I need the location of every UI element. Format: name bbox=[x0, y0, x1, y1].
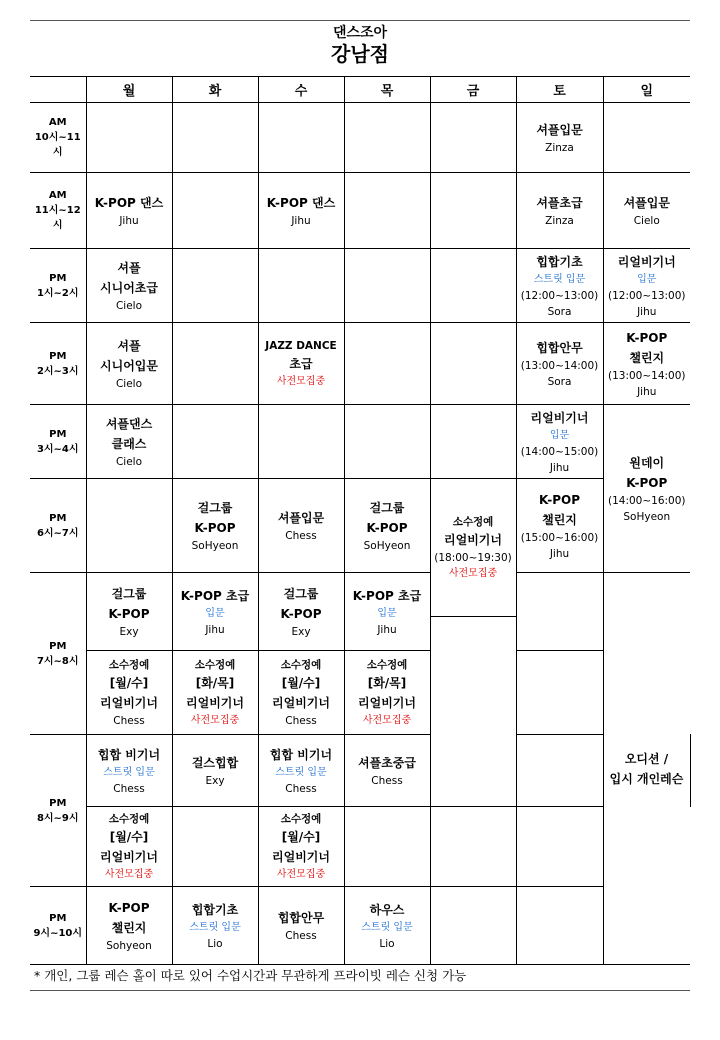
cell-text: 소수정예 bbox=[280, 812, 322, 825]
empty-cell bbox=[172, 103, 258, 173]
row-15 bbox=[30, 405, 690, 479]
empty-cell bbox=[172, 405, 258, 479]
day-fri: 금 bbox=[430, 77, 516, 103]
row-11 bbox=[30, 173, 690, 249]
day-sat: 토 bbox=[516, 77, 603, 103]
class-cell bbox=[603, 573, 690, 965]
cell-text: 소수정예 bbox=[452, 515, 494, 528]
class-cell bbox=[516, 479, 603, 573]
class-cell bbox=[603, 323, 690, 405]
cell-text: 리얼비기너 bbox=[617, 254, 676, 269]
cell-text: 입시 개인레슨 bbox=[609, 771, 684, 786]
class-cell bbox=[258, 323, 344, 405]
class-cell bbox=[258, 651, 344, 735]
class-cell bbox=[344, 651, 430, 735]
footer-note: * 개인, 그룹 레슨 홀이 따로 있어 수업시간과 무관하게 프라이빗 레슨 신청 가능 bbox=[34, 968, 467, 983]
cell-text: Sohyeon bbox=[106, 939, 152, 952]
cell-text: 사전모집중 bbox=[276, 868, 326, 880]
empty-cell bbox=[86, 103, 172, 173]
row-10 bbox=[30, 103, 690, 173]
class-cell bbox=[516, 405, 603, 479]
cell-text: 챌린지 bbox=[542, 512, 577, 527]
cell-text: Lio bbox=[207, 937, 223, 950]
cell-text: [월/수] bbox=[109, 675, 149, 690]
cell-text: 리얼비기너 bbox=[358, 695, 416, 710]
empty-cell bbox=[516, 573, 603, 651]
cell-text: 클래스 bbox=[111, 436, 147, 451]
row-18 bbox=[30, 479, 690, 573]
class-cell bbox=[172, 479, 258, 573]
cell-text: 10시~11시 bbox=[34, 132, 81, 158]
cell-text: 9시~10시 bbox=[33, 927, 83, 939]
cell-text: (14:00~16:00) bbox=[607, 494, 686, 507]
cell-text: PM bbox=[49, 640, 67, 652]
cell-text: K-POP 댄스 bbox=[266, 195, 336, 210]
cell-text: AM bbox=[48, 190, 67, 201]
cell-text: Jihu bbox=[377, 623, 397, 636]
cell-text: 사전모집중 bbox=[448, 567, 498, 579]
empty-cell bbox=[172, 173, 258, 249]
cell-text: [화/목] bbox=[195, 675, 235, 690]
time-slot bbox=[30, 735, 86, 887]
cell-text: Exy bbox=[205, 774, 225, 787]
cell-text: JAZZ DANCE bbox=[265, 339, 337, 352]
class-cell bbox=[258, 479, 344, 573]
class-cell bbox=[603, 173, 690, 249]
cell-text: 2시~3시 bbox=[36, 365, 79, 377]
class-cell bbox=[516, 173, 603, 249]
cell-text: K-POP 초급 bbox=[180, 588, 250, 603]
cell-text: Chess bbox=[285, 714, 317, 727]
empty-cell bbox=[430, 249, 516, 323]
empty-cell bbox=[430, 173, 516, 249]
cell-text: Chess bbox=[285, 782, 317, 795]
cell-text: 스트릿 입문 bbox=[533, 273, 586, 285]
empty-cell bbox=[258, 405, 344, 479]
bottom-rule bbox=[30, 990, 690, 991]
cell-text: (15:00~16:00) bbox=[520, 531, 599, 544]
cell-text: Chess bbox=[285, 929, 317, 942]
row-20a bbox=[30, 735, 690, 807]
cell-text: 리얼비기너 bbox=[100, 849, 158, 864]
cell-text: 사전모집중 bbox=[190, 714, 240, 726]
cell-text: Sora bbox=[547, 305, 572, 318]
time-slot bbox=[30, 323, 86, 405]
cell-text: SoHyeon bbox=[363, 539, 411, 552]
time-slot bbox=[30, 173, 86, 249]
cell-text: Chess bbox=[285, 529, 317, 542]
cell-text: Exy bbox=[119, 625, 139, 638]
brand-name: 댄스조아 bbox=[332, 25, 388, 41]
cell-text: PM bbox=[49, 350, 67, 362]
cell-text: AM bbox=[48, 117, 67, 128]
cell-text: 걸그룹 bbox=[197, 500, 233, 515]
cell-text: 리얼비기너 bbox=[530, 410, 589, 425]
cell-text: (13:00~14:00) bbox=[607, 369, 686, 382]
day-sun: 일 bbox=[603, 77, 690, 103]
cell-text: 스트릿 입문 bbox=[275, 766, 327, 778]
class-cell bbox=[86, 323, 172, 405]
class-cell bbox=[86, 887, 172, 965]
top-rule bbox=[30, 20, 690, 21]
cell-text: Lio bbox=[379, 937, 395, 950]
cell-text: 입문 bbox=[637, 273, 657, 285]
class-cell bbox=[603, 249, 690, 323]
cell-text: (12:00~13:00) bbox=[607, 289, 686, 302]
cell-text: K-POP bbox=[280, 606, 322, 621]
class-cell bbox=[86, 173, 172, 249]
cell-text: 입문 bbox=[377, 607, 397, 619]
schedule-table bbox=[30, 76, 691, 965]
time-slot bbox=[30, 479, 86, 573]
cell-text: (13:00~14:00) bbox=[520, 359, 599, 372]
empty-cell bbox=[430, 103, 516, 173]
cell-text: K-POP bbox=[194, 520, 236, 535]
class-cell bbox=[344, 573, 430, 651]
time-slot bbox=[30, 103, 86, 173]
empty-cell bbox=[258, 249, 344, 323]
empty-cell bbox=[344, 807, 430, 887]
cell-text: Chess bbox=[113, 714, 145, 727]
row-13 bbox=[30, 249, 690, 323]
class-cell bbox=[172, 887, 258, 965]
cell-text: Jihu bbox=[119, 214, 139, 227]
class-cell bbox=[172, 651, 258, 735]
cell-text: PM bbox=[49, 797, 67, 809]
cell-text: 리얼비기너 bbox=[272, 849, 330, 864]
cell-text: K-POP bbox=[108, 900, 150, 915]
cell-text: PM bbox=[49, 912, 67, 924]
class-cell bbox=[86, 807, 172, 887]
empty-cell bbox=[516, 651, 603, 735]
cell-text: 챌린지 bbox=[111, 920, 147, 935]
cell-text: K-POP 초급 bbox=[352, 588, 422, 603]
row-14 bbox=[30, 323, 690, 405]
cell-text: 리얼비기너 bbox=[272, 695, 330, 710]
class-cell bbox=[603, 405, 690, 573]
cell-text: 챌린지 bbox=[629, 350, 665, 365]
cell-text: 리얼비기너 bbox=[186, 695, 244, 710]
cell-text: K-POP bbox=[366, 520, 408, 535]
row-19b bbox=[30, 651, 690, 735]
class-cell bbox=[86, 249, 172, 323]
class-cell bbox=[86, 573, 172, 651]
cell-text: Zinza bbox=[545, 141, 574, 154]
class-cell bbox=[86, 735, 172, 807]
class-cell bbox=[516, 323, 603, 405]
cell-text: 걸그룹 bbox=[283, 586, 319, 601]
class-cell bbox=[172, 573, 258, 651]
cell-text: 초급 bbox=[289, 356, 313, 371]
empty-cell bbox=[258, 103, 344, 173]
empty-cell bbox=[430, 617, 516, 807]
cell-text: Zinza bbox=[545, 214, 574, 227]
cell-text: 셔플 bbox=[117, 338, 141, 353]
cell-text: Cielo bbox=[115, 299, 143, 312]
cell-text: PM bbox=[49, 428, 67, 440]
cell-text: 사전모집중 bbox=[104, 868, 154, 880]
cell-text: 걸스힙합 bbox=[191, 755, 239, 770]
empty-cell bbox=[344, 173, 430, 249]
cell-text: [월/수] bbox=[281, 675, 321, 690]
cell-text: 걸그룹 bbox=[369, 500, 405, 515]
cell-text: 소수정예 bbox=[280, 658, 322, 671]
class-cell bbox=[344, 479, 430, 573]
class-cell bbox=[172, 735, 258, 807]
cell-text: Chess bbox=[113, 782, 145, 795]
cell-text: K-POP bbox=[538, 492, 581, 507]
cell-text: [월/수] bbox=[281, 829, 321, 844]
cell-text: [월/수] bbox=[109, 829, 149, 844]
cell-text: 힙합 비기너 bbox=[269, 747, 333, 762]
cell-text: K-POP bbox=[626, 475, 668, 490]
row-20b bbox=[30, 807, 690, 887]
empty-cell bbox=[516, 887, 603, 965]
cell-text: 입문 bbox=[205, 607, 225, 619]
cell-text: K-POP 댄스 bbox=[94, 195, 164, 210]
empty-cell bbox=[430, 807, 516, 887]
cell-text: 11시~12시 bbox=[34, 205, 81, 231]
cell-text: 셔플초중급 bbox=[358, 755, 416, 770]
corner-cell bbox=[30, 77, 86, 103]
empty-cell bbox=[344, 405, 430, 479]
class-cell bbox=[516, 103, 603, 173]
cell-text: 셔플입문 bbox=[623, 195, 670, 210]
cell-text: 시니어입문 bbox=[100, 358, 158, 373]
class-cell bbox=[86, 651, 172, 735]
cell-text: 리얼비기너 bbox=[100, 695, 158, 710]
time-slot bbox=[30, 405, 86, 479]
class-cell bbox=[258, 887, 344, 965]
cell-text: 힙합안무 bbox=[536, 340, 583, 355]
day-tue: 화 bbox=[172, 77, 258, 103]
class-cell bbox=[430, 479, 516, 617]
cell-text: Chess bbox=[371, 774, 403, 787]
day-header-row bbox=[30, 77, 690, 103]
cell-text: 스트릿 입문 bbox=[103, 766, 155, 778]
time-slot bbox=[30, 887, 86, 965]
cell-text: 셔플댄스 bbox=[105, 416, 153, 431]
cell-text: (14:00~15:00) bbox=[520, 445, 599, 458]
time-slot bbox=[30, 249, 86, 323]
cell-text: PM bbox=[49, 272, 67, 284]
cell-text: Cielo bbox=[115, 377, 143, 390]
cell-text: 소수정예 bbox=[366, 658, 408, 671]
empty-cell bbox=[344, 323, 430, 405]
day-mon: 월 bbox=[86, 77, 172, 103]
cell-text: 셔플 bbox=[117, 260, 141, 275]
cell-text: Jihu bbox=[205, 623, 225, 636]
cell-text: PM bbox=[49, 512, 67, 524]
cell-text: 셔플입문 bbox=[277, 510, 325, 525]
day-wed: 수 bbox=[258, 77, 344, 103]
cell-text: 힙합안무 bbox=[277, 910, 325, 925]
empty-cell bbox=[430, 323, 516, 405]
class-cell bbox=[258, 173, 344, 249]
class-cell bbox=[258, 807, 344, 887]
cell-text: 리얼비기너 bbox=[444, 532, 502, 547]
empty-cell bbox=[603, 103, 690, 173]
empty-cell bbox=[430, 887, 516, 965]
cell-text: 사전모집중 bbox=[276, 375, 326, 387]
page-title bbox=[0, 24, 720, 66]
cell-text: SoHyeon bbox=[623, 510, 671, 523]
class-cell bbox=[258, 735, 344, 807]
cell-text: 6시~7시 bbox=[36, 527, 79, 539]
cell-text: 오디션 / bbox=[624, 751, 669, 766]
cell-text: 1시~2시 bbox=[36, 287, 79, 299]
cell-text: 시니어초급 bbox=[100, 280, 158, 295]
cell-text: 힙합 비기너 bbox=[97, 747, 161, 762]
cell-text: 사전모집중 bbox=[362, 714, 412, 726]
day-thu: 목 bbox=[344, 77, 430, 103]
cell-text: 입문 bbox=[549, 429, 570, 441]
cell-text: 원데이 bbox=[629, 455, 665, 470]
empty-cell bbox=[172, 323, 258, 405]
cell-text: 소수정예 bbox=[108, 812, 150, 825]
class-cell bbox=[516, 249, 603, 323]
cell-text: (18:00~19:30) bbox=[434, 551, 512, 564]
cell-text: Sora bbox=[547, 375, 572, 388]
cell-text: 셔플입문 bbox=[536, 122, 583, 137]
cell-text: [화/목] bbox=[367, 675, 407, 690]
cell-text: Cielo bbox=[115, 455, 143, 468]
cell-text: SoHyeon bbox=[191, 539, 239, 552]
cell-text: 소수정예 bbox=[108, 658, 150, 671]
branch-name: 강남점 bbox=[331, 42, 389, 66]
row-21 bbox=[30, 887, 690, 965]
cell-text: Jihu bbox=[291, 214, 311, 227]
cell-text: K-POP bbox=[108, 606, 150, 621]
cell-text: Exy bbox=[291, 625, 311, 638]
class-cell bbox=[86, 405, 172, 479]
time-slot bbox=[30, 573, 86, 735]
cell-text: Jihu bbox=[637, 305, 657, 318]
cell-text: 하우스 bbox=[369, 902, 405, 917]
cell-text: 힙합기초 bbox=[191, 902, 239, 917]
empty-cell bbox=[172, 807, 258, 887]
empty-cell bbox=[430, 405, 516, 479]
class-cell bbox=[344, 735, 430, 807]
cell-text: 스트릿 입문 bbox=[361, 921, 413, 933]
cell-text: 스트릿 입문 bbox=[189, 921, 241, 933]
cell-text: 걸그룹 bbox=[111, 586, 147, 601]
class-cell bbox=[258, 573, 344, 651]
cell-text: Cielo bbox=[633, 214, 660, 227]
cell-text: K-POP bbox=[626, 330, 668, 345]
cell-text: Jihu bbox=[637, 385, 657, 398]
cell-text: 8시~9시 bbox=[36, 812, 79, 824]
cell-text: 3시~4시 bbox=[36, 443, 79, 455]
cell-text: 7시~8시 bbox=[36, 655, 79, 667]
empty-cell bbox=[516, 735, 603, 807]
class-cell bbox=[344, 887, 430, 965]
cell-text: 힙합기초 bbox=[536, 254, 583, 269]
empty-cell bbox=[86, 479, 172, 573]
empty-cell bbox=[344, 249, 430, 323]
cell-text: 셔플초급 bbox=[536, 195, 583, 210]
row-19a bbox=[30, 573, 690, 617]
cell-text: Jihu bbox=[549, 547, 570, 560]
cell-text: (12:00~13:00) bbox=[520, 289, 599, 302]
empty-cell bbox=[172, 249, 258, 323]
cell-text: Jihu bbox=[549, 461, 570, 474]
empty-cell bbox=[344, 103, 430, 173]
cell-text: 소수정예 bbox=[194, 658, 236, 671]
empty-cell bbox=[516, 807, 603, 887]
